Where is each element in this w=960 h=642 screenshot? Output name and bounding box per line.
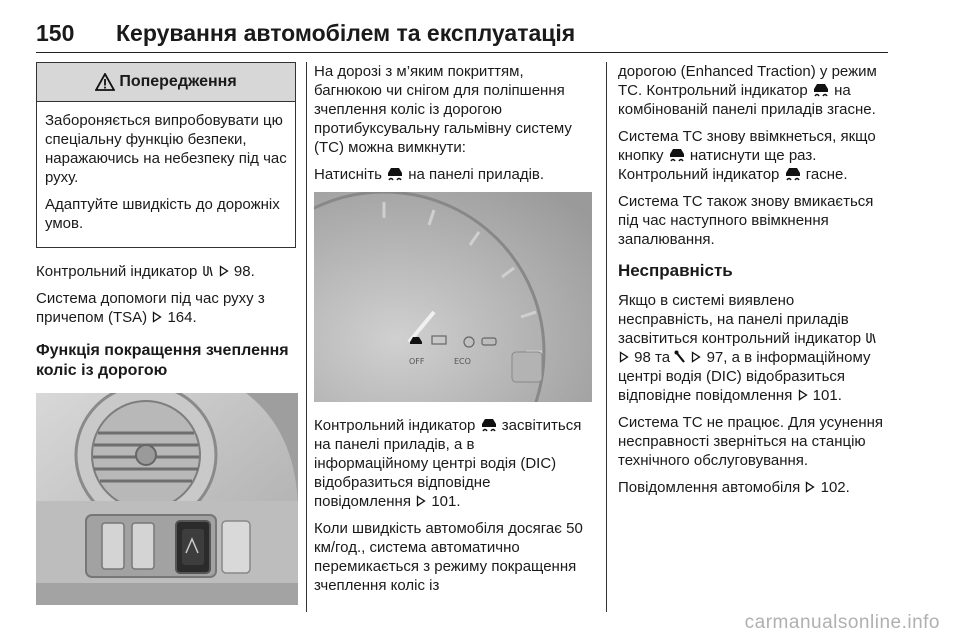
warning-paragraph: Адаптуйте швидкість до дорожніх умов.	[45, 196, 280, 232]
page-header	[36, 18, 888, 53]
watermark: carmanualsonline.info	[744, 612, 940, 633]
traction-control-icon	[480, 417, 498, 432]
column-3	[618, 62, 892, 505]
warning-title: Попередження	[119, 73, 237, 90]
page-reference-icon	[219, 265, 229, 277]
page-reference-icon	[691, 351, 701, 363]
paragraph: Система TC також знову вмикається під час наступного ввімкнення запалювання.	[618, 193, 874, 248]
section-heading: Функція покращення зчеплення коліс із дорогою	[36, 342, 289, 379]
warning-header	[37, 63, 295, 102]
page-number: 150	[36, 20, 75, 46]
paragraph: Контрольний індикатор засвітиться на панелі приладів, а в інформаційному центрі водія (DIC) відобразиться відповідне повідомлення 101.	[314, 417, 582, 510]
dashboard-switch-photo	[36, 393, 298, 605]
section-heading: Несправність	[618, 261, 733, 280]
traction-control-icon	[386, 166, 404, 181]
page-reference-icon	[416, 495, 426, 507]
column-2	[314, 62, 590, 603]
paragraph: Якщо в системі виявлено несправність, на панелі приладів засвітиться контрольний індикатор 98 та 97, а в інформаційному центрі водія (DIC) відобразиться відповідне повідомлення 101.	[618, 291, 892, 405]
paragraph: Коли швидкість автомобіля досягає 50 км/год., система автоматично перемикається з режиму покращення зчеплення коліс із	[314, 520, 583, 594]
page-reference-icon	[152, 311, 162, 323]
column-divider	[606, 62, 607, 612]
traction-control-icon	[784, 166, 802, 181]
service-wrench-icon	[674, 350, 686, 364]
paragraph: Система TC знову ввімкнеться, якщо кнопку натиснути ще раз. Контрольний індикатор гасне.	[618, 128, 876, 183]
traction-control-icon	[668, 147, 686, 162]
instrument-cluster-photo	[314, 192, 592, 402]
indicator-reference: Контрольний індикатор 98.	[36, 263, 255, 280]
tsa-reference: Система допомоги під час руху з причепом (TSA) 164.	[36, 290, 265, 326]
warning-paragraph: Забороняється випробовувати цю спеціальну функцію безпеки, наражаючись на небезпеку під час руху.	[45, 112, 287, 186]
warning-triangle-icon	[95, 73, 115, 91]
page-reference-icon	[805, 481, 815, 493]
paragraph: Натисніть на панелі приладів.	[314, 166, 545, 183]
tsa-trailer-icon	[202, 264, 214, 278]
warning-body	[37, 102, 295, 247]
paragraph: На дорозі з м’яким покриттям, багнюкою чи снігом для поліпшення зчеплення коліс із дорогою протибуксувальну гальмівну систему (TC) можна вимкнути:	[314, 63, 572, 156]
page-reference-icon	[798, 389, 808, 401]
svg-text:ECO: ECO	[454, 357, 471, 366]
page-title: Керування автомобілем та експлуатація	[116, 20, 576, 46]
traction-control-icon	[812, 82, 830, 97]
page-reference-icon	[619, 351, 629, 363]
paragraph: Повідомлення автомобіля 102.	[618, 479, 850, 496]
tsa-trailer-icon	[865, 331, 877, 345]
svg-text:OFF: OFF	[409, 357, 425, 366]
column-divider	[306, 62, 307, 612]
paragraph: Система TC не працює. Для усунення несправності зверніться на станцію технічного обслуговування.	[618, 414, 884, 469]
column-1	[36, 62, 298, 605]
paragraph: дорогою (Enhanced Traction) у режим TC. Контрольний індикатор на комбінованій панелі приладів згасне.	[618, 63, 877, 118]
warning-box	[36, 62, 296, 248]
